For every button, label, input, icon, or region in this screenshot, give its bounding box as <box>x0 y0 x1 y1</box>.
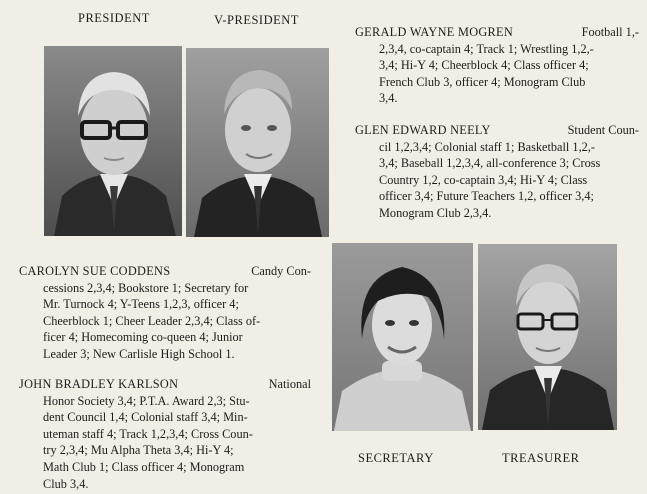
vice-president-portrait-photo <box>186 48 329 237</box>
bio-line: Mr. Turnock 4; Y-Teens 1,2,3, officer 4; <box>43 297 239 312</box>
bio-line: French Club 3, officer 4; Monogram Club <box>379 74 586 89</box>
caption-treasurer: TREASURER <box>502 451 580 465</box>
bio-line: National <box>268 377 311 391</box>
caption-vice-president: V-PRESIDENT <box>214 13 299 27</box>
secretary-portrait-photo <box>332 243 473 431</box>
bio-line: 2,3,4, co-captain 4; Track 1; Wrestling 1,2,- <box>379 41 594 56</box>
bio-line: Monogram Club 2,3,4. <box>379 205 492 220</box>
bio-line: Math Club 1; Class officer 4; Monogram <box>43 459 245 474</box>
treasurer-portrait-photo <box>478 244 617 430</box>
bio-carolyn-coddens <box>19 263 311 363</box>
bio-john-karlson <box>19 376 311 492</box>
bio-name: GLEN EDWARD NEELY <box>355 123 491 137</box>
bio-line: 3,4. <box>379 91 398 106</box>
bio-line: Leader 3; New Carlisle High School 1. <box>43 346 235 361</box>
bio-line: Student Coun- <box>567 123 639 137</box>
bio-line: Cheerblock 1; Cheer Leader 2,3,4; Class of- <box>43 313 261 328</box>
caption-president: PRESIDENT <box>78 11 150 25</box>
bio-line: Club 3,4. <box>43 476 89 491</box>
bio-line: cil 1,2,3,4; Colonial staff 1; Basketball 1,2,- <box>379 139 595 154</box>
bio-line: Country 1,2, co-captain 3,4; Hi-Y 4; Class <box>379 172 588 187</box>
bio-name: CAROLYN SUE CODDENS <box>19 264 171 278</box>
bio-line: Candy Con- <box>251 264 311 278</box>
bio-line: ficer 4; Homecoming co-queen 4; Junior <box>43 330 243 345</box>
bio-line: uteman staff 4; Track 1,2,3,4; Cross Coun- <box>43 426 253 441</box>
bio-line: Football 1,- <box>581 25 639 39</box>
bio-line: Honor Society 3,4; P.T.A. Award 2,3; Stu- <box>43 393 250 408</box>
bio-line: try 2,3,4; Mu Alpha Theta 3,4; Hi-Y 4; <box>43 443 234 458</box>
bio-glen-neely <box>355 122 639 222</box>
bio-line: officer 3,4; Future Teachers 1,2, officer 3,4; <box>379 189 594 204</box>
caption-secretary: SECRETARY <box>358 451 434 465</box>
bio-line: dent Council 1,4; Colonial staff 3,4; Min- <box>43 410 248 425</box>
bio-line: 3,4; Baseball 1,2,3,4, all-conference 3; Cross <box>379 156 601 171</box>
bio-name: JOHN BRADLEY KARLSON <box>19 377 179 391</box>
bio-line: cessions 2,3,4; Bookstore 1; Secretary for <box>43 280 249 295</box>
bio-line: 3,4; Hi-Y 4; Cheerblock 4; Class officer 4; <box>379 58 589 73</box>
president-portrait-photo <box>44 46 182 236</box>
bio-gerald-mogren <box>355 24 639 107</box>
bio-name: GERALD WAYNE MOGREN <box>355 25 514 39</box>
